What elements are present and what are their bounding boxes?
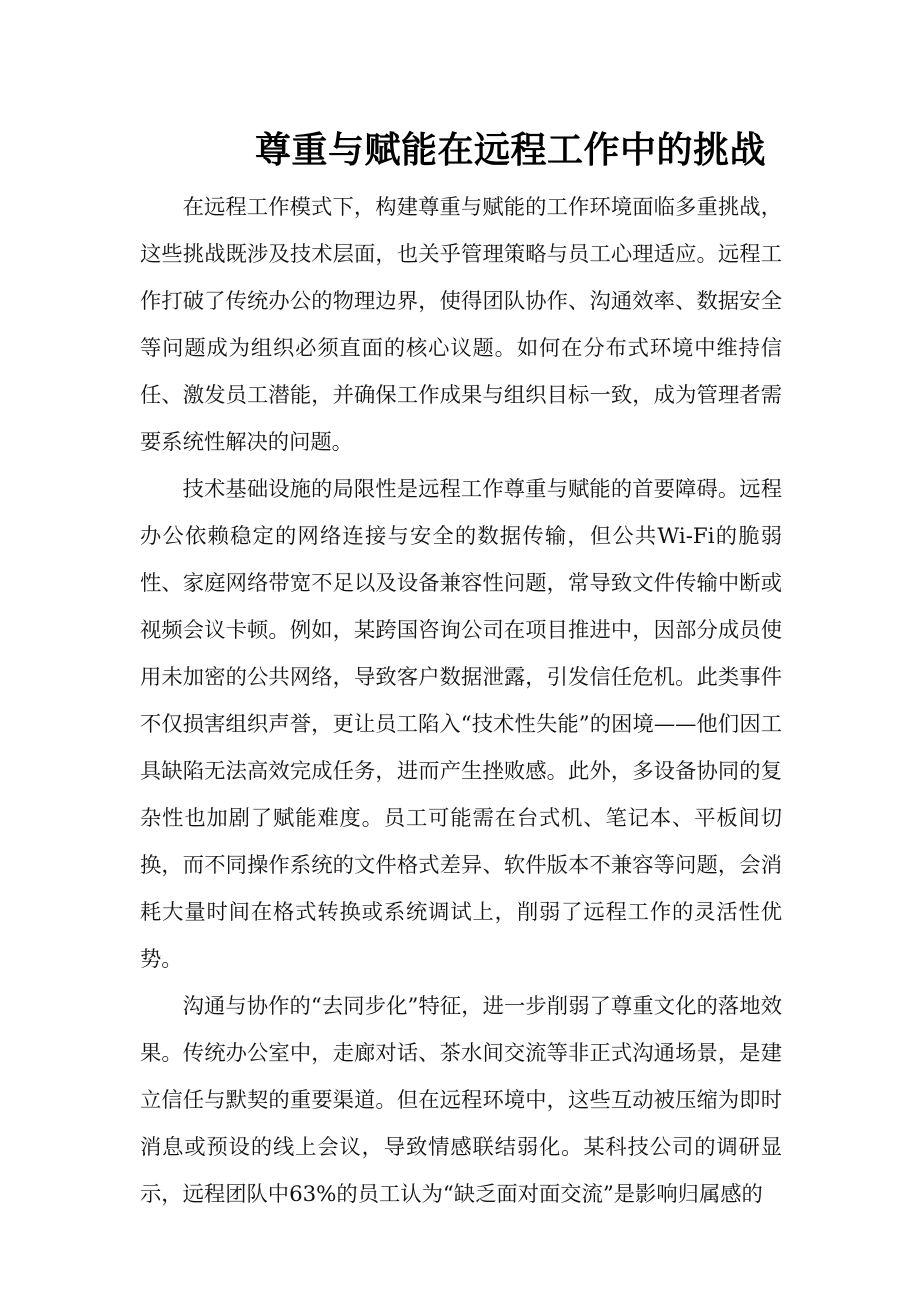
document-body <box>140 184 782 1218</box>
paragraph-intro: 在远程工作模式下，构建尊重与赋能的工作环境面临多重挑战，这些挑战既涉及技术层面，也关乎管理策略与员工心理适应。远程工作打破了传统办公的物理边界，使得团队协作、沟通效率、数据安全等问题成为组织必须直面的核心议题。如何在分布式环境中维持信任、激发员工潜能，并确保工作成果与组织目标一致，成为管理者需要系统性解决的问题。 <box>140 195 782 455</box>
paragraph-communication-desync: 沟通与协作的“去同步化”特征，进一步削弱了尊重文化的落地效果。传统办公室中，走廊对话、茶水间交流等非正式沟通场景，是建立信任与默契的重要渠道。但在远程环境中，这些互动被压缩为即时消息或预设的线上会议，导致情感联结弱化。某科技公司的调研显示，远程团队中63%的员工认为“缺乏面对面交流”是影响归属感的 <box>140 994 782 1207</box>
document-title: 尊重与赋能在远程工作中的挑战 <box>255 130 767 171</box>
paragraph-technology-barriers: 技术基础设施的局限性是远程工作尊重与赋能的首要障碍。远程办公依赖稳定的网络连接与安全的数据传输，但公共Wi-Fi的脆弱性、家庭网络带宽不足以及设备兼容性问题，常导致文件传输中断或视频会议卡顿。例如，某跨国咨询公司在项目推进中，因部分成员使用未加密的公共网络，导致客户数据泄露，引发信任危机。此类事件不仅损害组织声誉，更让员工陷入“技术性失能”的困境——他们因工具缺陷无法高效完成任务，进而产生挫败感。此外，多设备协同的复杂性也加剧了赋能难度。员工可能需在台式机、笔记本、平板间切换，而不同操作系统的文件格式差异、软件版本不兼容等问题，会消耗大量时间在格式转换或系统调试上，削弱了远程工作的灵活性优势。 <box>140 477 782 972</box>
